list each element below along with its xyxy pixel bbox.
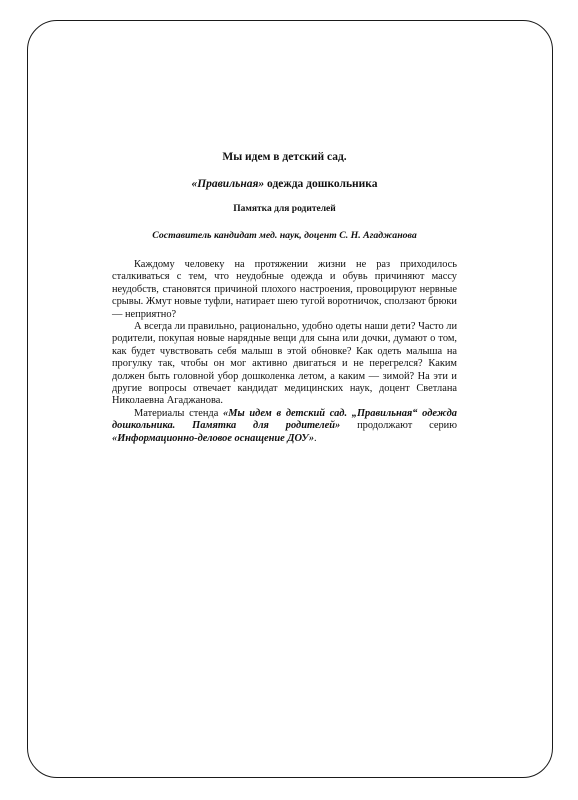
- p3-text3: .: [314, 432, 317, 444]
- document-subtitle-main: [112, 177, 457, 191]
- document-content: [112, 150, 457, 445]
- paragraph-1: Каждому человеку на протяжении жизни не раз приходилось сталкиваться с тем, что неудобные одежда и обувь причиняют массу неудобств, становятся причиной плохого настроения, провоцируют нервные срывы. Жмут новые туфли, натирает шею тугой воротничок, сползают брюки — неприятно?: [112, 259, 457, 320]
- memo-subtitle: Памятка для родителей: [233, 204, 336, 214]
- p3-bold2: «Информационно-деловое оснащение ДОУ»: [112, 432, 315, 444]
- paragraph-3: [112, 408, 457, 445]
- p3-text1: Материалы стенда: [134, 407, 224, 419]
- p3-bold1: «Мы идем в детский сад. „Правильная“ одежда дошкольника. Памятка для родителей»: [112, 407, 457, 432]
- title-rest: одежда дошкольника: [264, 178, 378, 190]
- body-text: [112, 259, 457, 445]
- p3-text2: продолжают серию: [340, 420, 457, 432]
- document-title: Мы идем в детский сад.: [222, 151, 347, 163]
- quoted-word: «Правильная»: [191, 178, 265, 190]
- paragraph-2: А всегда ли правильно, рационально, удобно одеты наши дети? Часто ли родители, покупая новые нарядные вещи для сына или дочки, думают о том, как будет чувствовать себя малыш в этой обновке? Как одеть малыша на прогулку так, чтобы он мог активно двигаться и не перегрелся? Каким должен быть головной убор дошколенка летом, а каким — зимой? На эти и другие вопросы отвечает кандидат медицинских наук, доцент Светлана Николаевна Агаджанова.: [112, 321, 457, 407]
- author-line: Составитель кандидат мед. наук, доцент С. Н. Агаджанова: [152, 230, 417, 241]
